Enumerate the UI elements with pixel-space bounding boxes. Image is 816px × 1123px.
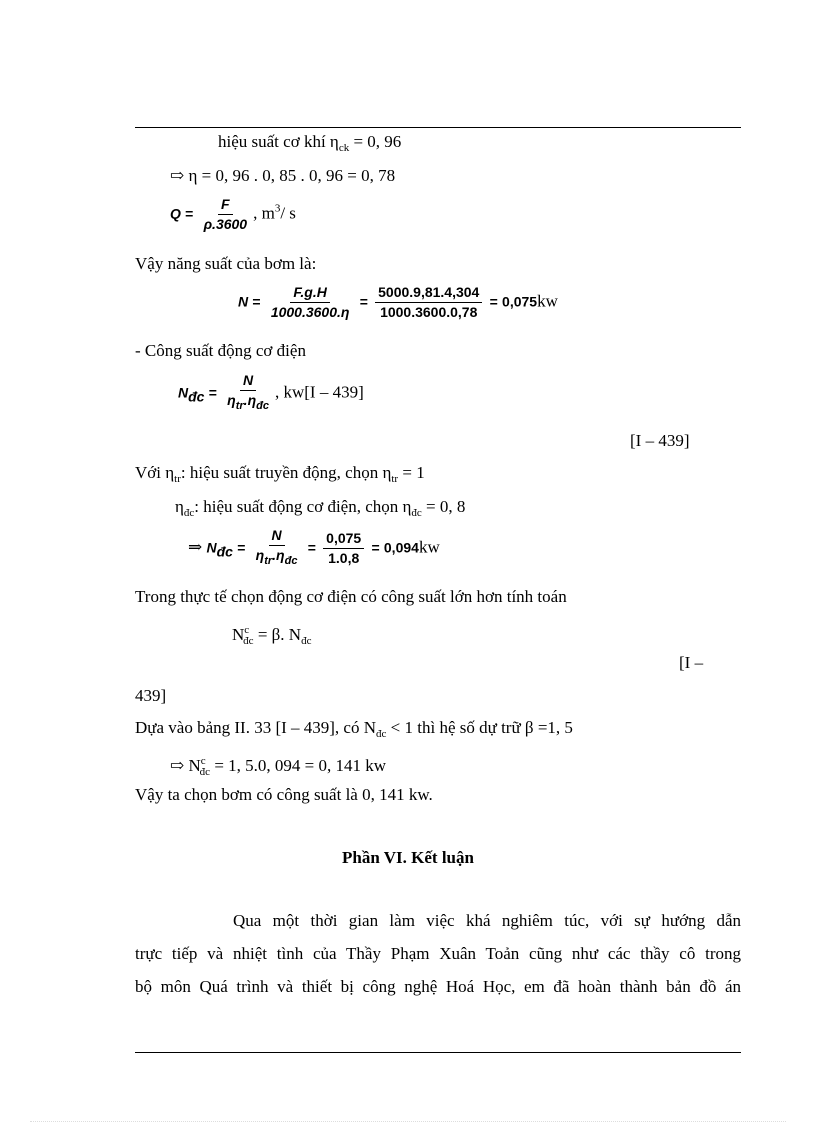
formula-n: N = $\frac{F.g.H}{1000.3600.\eta}$ = $\frac{5000.9,81.4,304}{1000.3600.0,78}$ = 0,075kw <box>238 284 558 320</box>
efficiency-total-line: ⇨ η = 0, 96 . 0, 85 . 0, 96 = 0, 78 <box>170 166 396 185</box>
reference-2b: 439] <box>135 686 167 705</box>
pump-capacity-intro: Vậy năng suất của bơm là: <box>135 254 317 273</box>
ncdc-result-line: ⇨ $N^c_{đc} = 1$, 5.0, 094 = 0, 141 kw <box>170 755 387 778</box>
paragraph-line: Qua một thời gian làm việc khá nghiêm túc, với sự hướng dẫn <box>233 911 741 930</box>
reference-1: [I – 439] <box>630 431 690 450</box>
efficiency-mechanical-line: hiệu suất cơ khí $\eta_{ck} = 0$, 96 <box>218 132 402 154</box>
implies-arrow-icon: ⇒ <box>188 537 203 557</box>
motor-efficiency-line: $\eta_{đc}$: hiệu suất động cơ điện, chọn $\eta_{đc} = 0$, 8 <box>175 497 466 519</box>
header-rule <box>135 127 741 128</box>
paragraph-line: trực tiếp và nhiệt tình của Thầy Phạm Xuân Toản cũng như các thầy cô trong <box>135 944 741 963</box>
right-arrow-icon: ⇨ <box>170 166 185 185</box>
formula-ndc: $N_{đc}$ = $\frac{N}{\eta_{tr}.\eta_{đc}}$ , kw[I – 439] <box>178 372 364 412</box>
reference-2a: [I – <box>679 653 704 672</box>
conclusion-paragraph <box>135 904 741 1003</box>
pump-choice-conclusion: Vậy ta chọn bơm có công suất là 0, 141 kw. <box>135 785 433 804</box>
page-bottom-border <box>30 1121 786 1122</box>
motor-power-bullet: - Công suất động cơ điện <box>135 341 306 360</box>
formula-ndc-result: ⇒ $N_{đc}$ = $\frac{N}{\eta_{tr}.\eta_{đc}}$ = $\frac{0,075}{1.0,8}$ = 0,094kw <box>188 527 440 567</box>
right-arrow-icon: ⇨ <box>170 756 185 775</box>
practical-choice-line: Trong thực tế chọn động cơ điện có công suất lớn hơn tính toán <box>135 587 567 606</box>
section-heading: Phần VI. Kết luận <box>342 848 474 867</box>
paragraph-line: bộ môn Quá trình và thiết bị công nghệ Hoá Học, em đã hoàn thành bản đồ án <box>135 977 741 996</box>
transmission-efficiency-line: Với $\eta_{tr}$: hiệu suất truyền động, chọn $\eta_{tr} = 1$ <box>135 463 425 485</box>
footer-rule <box>135 1052 741 1053</box>
formula-q: Q = $\frac{F}{\rho.3600}$ , $m^3/$ s <box>170 196 296 232</box>
table-lookup-line: Dựa vào bảng II. 33 [I – 439], có $N_{đc} < 1$ thì hệ số dự trữ β =1, 5 <box>135 718 573 740</box>
formula-ncdc: $N^c_{đc} = \beta$. $N_{đc}$ <box>232 624 312 647</box>
